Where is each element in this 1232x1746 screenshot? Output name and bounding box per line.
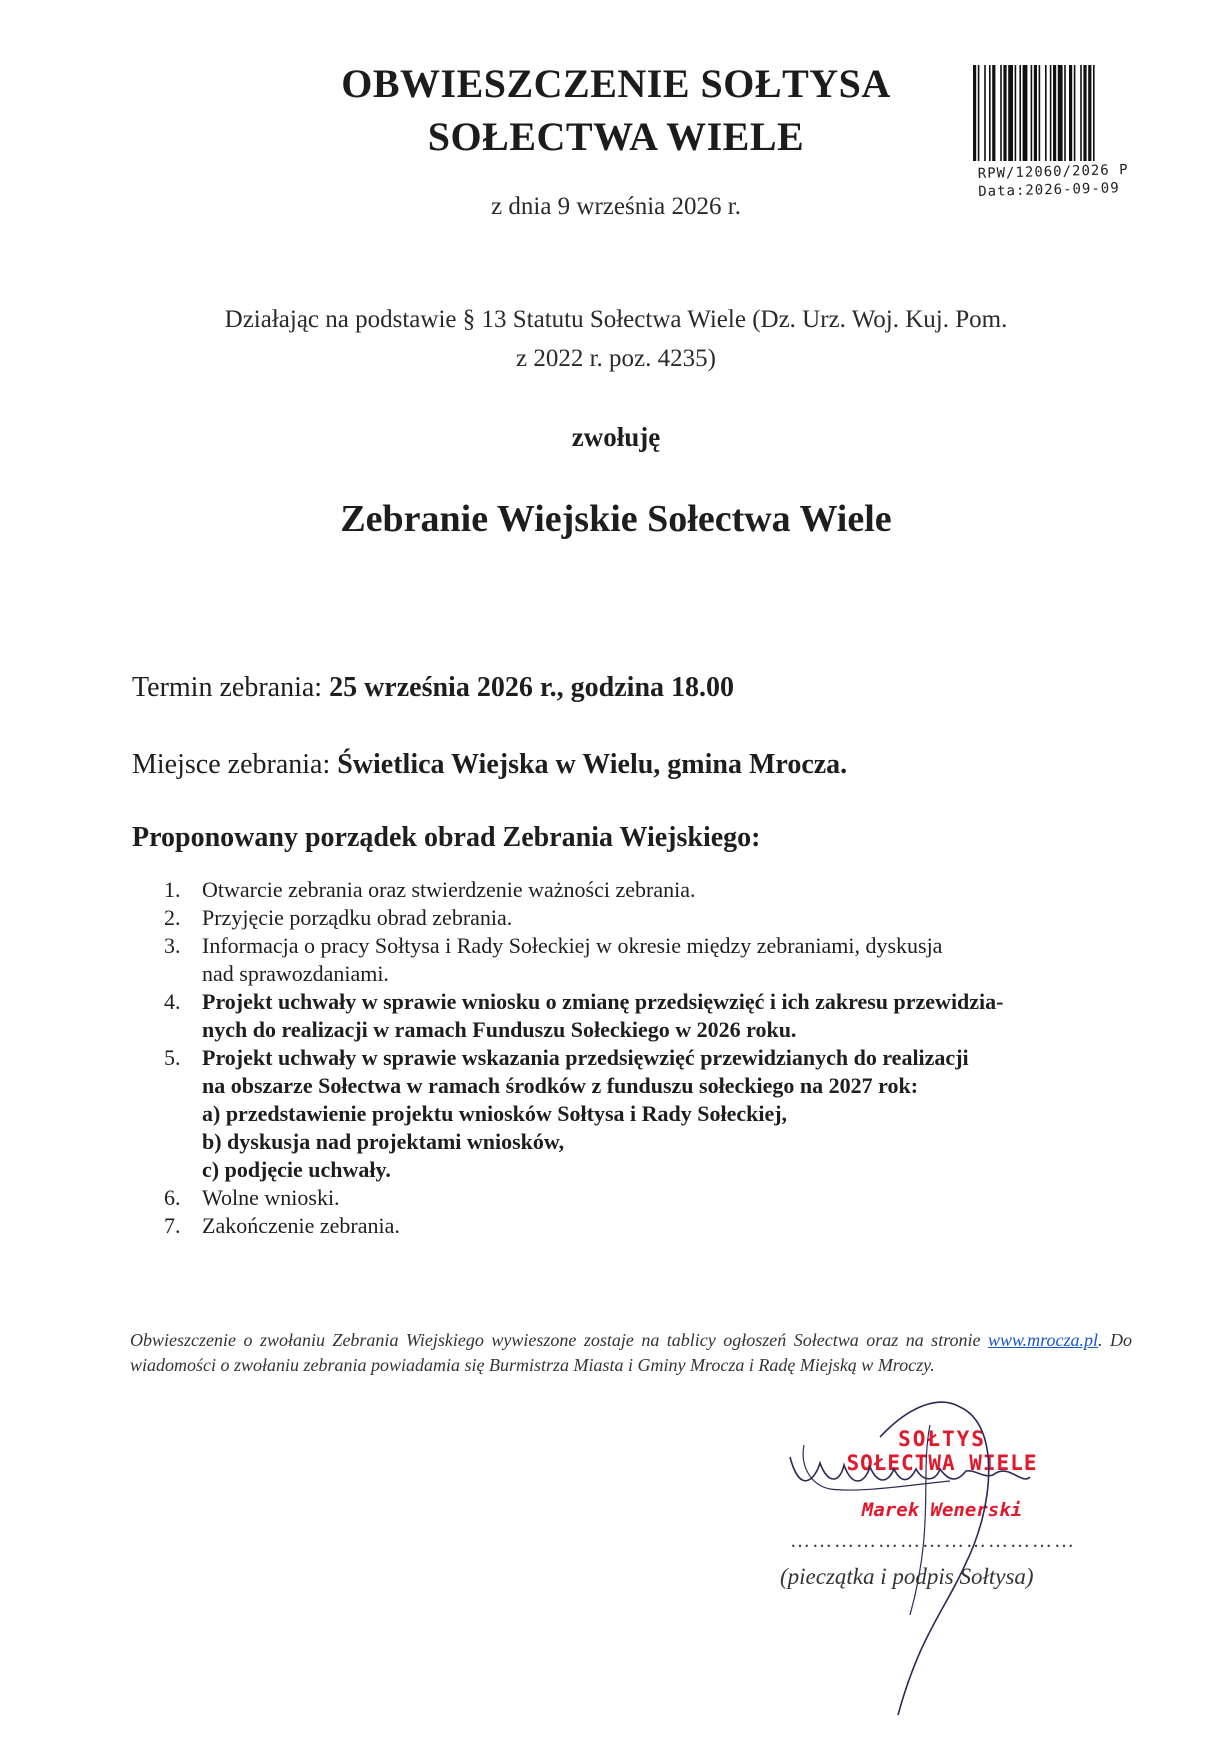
agenda-heading: Proponowany porządek obrad Zebrania Wiejskiego: — [132, 822, 761, 853]
agenda-list — [150, 876, 1130, 1240]
title-line-2: SOŁECTWA WIELE — [427, 114, 805, 159]
legal-basis-line-2: z 2022 r. poz. 4235) — [516, 345, 716, 372]
footer-note — [130, 1328, 1132, 1378]
agenda-item-text: Projekt uchwały w sprawie wniosku o zmianę przedsięwzięć i ich zakresu przewidzia- — [202, 989, 1004, 1014]
title-line-1: OBWIESZCZENIE SOŁTYSA — [341, 61, 891, 106]
agenda-item-number: 7. — [164, 1213, 181, 1238]
agenda-item-number: 5. — [164, 1045, 181, 1070]
website-link[interactable]: www.mrocza.pl — [988, 1330, 1099, 1350]
agenda-item-text-cont: nych do realizacji w ramach Funduszu Sołeckiego w 2026 roku. — [202, 1017, 797, 1042]
meeting-term — [132, 672, 734, 704]
agenda-item-number: 3. — [164, 933, 181, 958]
agenda-item — [150, 988, 1130, 1044]
signature-caption: (pieczątka i podpis Sołtysa) — [780, 1564, 1034, 1589]
agenda-item — [150, 904, 1130, 932]
meeting-place — [132, 749, 847, 781]
agenda-item-text: Wolne wnioski. — [202, 1185, 340, 1210]
handwritten-signature — [760, 1385, 1140, 1725]
action-word: zwołuję — [571, 422, 661, 452]
agenda-subitem: b) dyskusja nad projektami wniosków, — [202, 1129, 565, 1154]
agenda-item-text-cont: nad sprawozdaniami. — [202, 961, 389, 986]
agenda-subitem: c) podjęcie uchwały. — [202, 1157, 391, 1182]
barcode-icon — [973, 65, 1147, 161]
agenda-item-text: Informacja o pracy Sołtysa i Rady Sołeckiej w okresie między zebraniami, dyskusja — [202, 933, 943, 958]
agenda-item — [150, 1044, 1130, 1184]
agenda-item — [150, 876, 1130, 904]
agenda-item — [150, 932, 1130, 988]
footer-text-1: Obwieszczenie o zwołaniu Zebrania Wiejskiego wywieszone zostaje na tablicy ogłoszeń Sołectwa oraz na stronie — [130, 1330, 988, 1350]
agenda-item — [150, 1212, 1130, 1240]
stamp-name: Marek Wenerski — [861, 1499, 1023, 1521]
stamp-line-2: SOŁECTWA WIELE — [846, 1451, 1038, 1475]
agenda-item-text: Przyjęcie porządku obrad zebrania. — [202, 905, 513, 930]
document-date: z dnia 9 września 2026 r. — [491, 193, 741, 220]
agenda-item-number: 4. — [164, 989, 181, 1014]
signature-line: ………………………………… — [790, 1530, 1076, 1552]
agenda-item-text: Otwarcie zebrania oraz stwierdzenie ważności zebrania. — [202, 877, 696, 902]
term-label: Termin zebrania: — [132, 672, 330, 703]
registry-date: Data:2026-09-09 — [978, 180, 1120, 200]
agenda-item-number: 1. — [164, 877, 181, 902]
agenda-item-number: 6. — [164, 1185, 181, 1210]
agenda-item-number: 2. — [164, 905, 181, 930]
agenda-subitem: a) przedstawienie projektu wniosków Sołtysa i Rady Sołeckiej, — [202, 1101, 788, 1126]
place-value: Świetlica Wiejska w Wielu, gmina Mrocza. — [337, 749, 848, 780]
agenda-item-text-cont: na obszarze Sołectwa w ramach środków z funduszu sołeckiego na 2027 rok: — [202, 1073, 919, 1098]
agenda-item-text: Projekt uchwały w sprawie wskazania przedsięwzięć przewidzianych do realizacji — [202, 1045, 969, 1070]
agenda-item-text: Zakończenie zebrania. — [202, 1213, 400, 1238]
term-value: 25 września 2026 r., godzina 18.00 — [329, 672, 735, 703]
registry-stamp — [978, 161, 1130, 201]
place-label: Miejsce zebrania: — [132, 749, 338, 780]
legal-basis-line-1: Działając na podstawie § 13 Statutu Sołectwa Wiele (Dz. Urz. Woj. Kuj. Pom. — [224, 306, 1008, 333]
footer-text-2: . Do wiadomości o zwołaniu zebrania powiadamia się Burmistrza Miasta i Gminy Mrocza i Radę Miejską w Mroczy. — [130, 1330, 1132, 1375]
agenda-item — [150, 1184, 1130, 1212]
meeting-title: Zebranie Wiejskie Sołectwa Wiele — [340, 498, 892, 540]
stamp-line-1: SOŁTYS — [898, 1427, 986, 1451]
registry-number: RPW/12060/2026 P — [977, 162, 1129, 182]
